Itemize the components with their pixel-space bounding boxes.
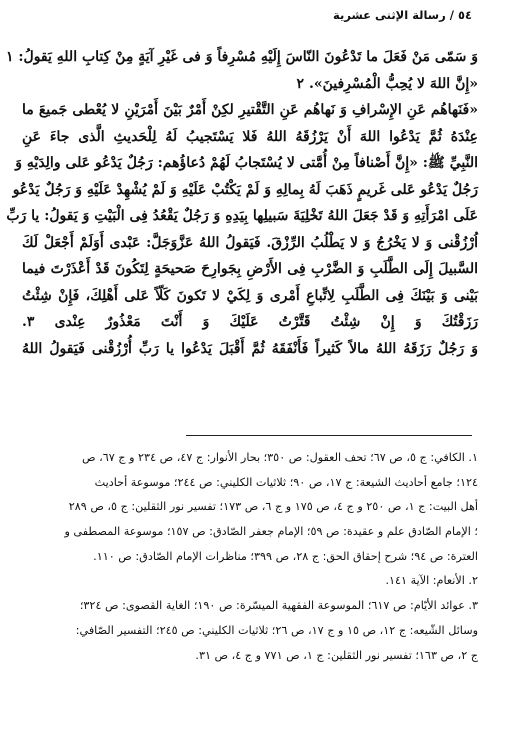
- footnote-line: ١. الكافي: ج ٥، ص ٦٧؛ تحف العقول: ص ٣٥٠؛ بحار الأنوار: ج ٤٧، ص ٢٣٤ و ج ٦٧، ص: [82, 451, 478, 464]
- running-header-text: ٥٤ / رسالة الإثنى عشرية: [333, 8, 472, 22]
- footnote-line: ٣. عوائد الأيّام: ص ٦١٧؛ الموسوعة الفقهية الميسّرة: ص ١٩٠؛ الغاية القصوى: ص ٣٢٤؛: [79, 599, 478, 613]
- running-header: [18, 8, 472, 22]
- footnote-line: ؛ الإمام الصّادق علم و عقيدة: ص ٥٩؛ الإمام جعفر الصّادق: ص ١٥٧؛ موسوعة المصطفى و: [64, 525, 478, 539]
- footnote-line: أهل البيت: ج ١، ص ٢٥٠ و ج ٤، ص ١٧٥ و ج ٦، ص ١٧٣؛ تفسير نور الثقلين: ج ٥، ص ٢٨٩: [68, 500, 478, 514]
- body-line: عَلَى امْرَأَتِهِ وَ قَدْ جَعَلَ اللهُ تَخْلِيَةَ سَبيلِها بِيَدِهِ وَ رَجُلٌ يَقْعُدُ فِى الْبَيْتِ وَ يَقولُ: يا رَبِّ: [6, 208, 478, 224]
- footnote-line: وسائل الشّيعه: ج ١٢، ص ١٥ و ج ١٧، ص ٢٦؛ ثلاثيات الكليني: ص ٢٤٥؛ التفسير الصّافي:: [75, 623, 478, 637]
- footnote-line: ٢. الأنعام: الآية ١٤١.: [385, 574, 478, 588]
- footnotes: [22, 446, 478, 668]
- body-line: السَّبيلَ إِلَى الطَّلَبِ وَ الضَّرْبِ فِى الأَرْضِ بِجَوارِحَ صَحيحَةٍ لِتَكُونَ قَدْ أَعْذَرْتَ فيما: [22, 261, 478, 277]
- footnote-line: ١٢٤؛ جامع أحاديث الشيعة: ج ١٧، ص ٩٠؛ ثلاثيات الكليني: ص ٢٤٤؛ موسوعة أحاديث: [94, 475, 478, 489]
- footnote-line: ج ٢، ص ١٦٣؛ تفسير نور الثقلين: ج ١، ص ٧٧١ و ج ٤، ص ٣١.: [195, 648, 478, 662]
- body-line: «فَنَهاهُم عَنِ الإِسْرافِ وَ نَهاهُم عَنِ التَّقْتيرِ لكِنْ أَمْرٌ بَيْنَ أَمْرَيْنِ لا يُعْطى جَميعَ ما: [22, 102, 478, 118]
- footnote-line: العترة: ص ٩٤؛ شرح إحقاق الحق: ج ٢٨، ص ٣٩٩؛ مناظرات الإمام الصّادق: ص ١١٠.: [93, 549, 478, 563]
- footnote-divider: [186, 435, 472, 436]
- body-line: «إِنَّ اللهَ لا يُحِبُّ الْمُسْرِفينَ». ٢: [296, 75, 478, 92]
- body-line: النَّبِيِّ ﷺ: «إِنَّ أَصْنافاً مِنْ أُمَّتى لا يُسْتَجابُ لَهُمْ دُعاؤُهم: رَجُلٌ يَدْعُو عَلى والِدَيْهِ وَ: [15, 155, 478, 171]
- body-line: اُرْزُقْنى وَ لا يَخْرُجُ وَ لا يَطْلُبُ الرِّزْقَ. فَيَقولُ اللهُ عَزَّوَجَلَّ: عَبْدى أَوَلَمْ أَجْعَلْ لَكَ: [22, 234, 478, 251]
- body-line: عِنْدَهُ ثُمَّ يَدْعُوا اللهَ أَنْ يَرْزُقَهُ اللهُ فَلا يَسْتَجيبُ لَهُ لِلْحَديثِ الَّذى جاءَ عَنِ: [22, 128, 478, 145]
- body-line: رَجُلٌ يَدْعُو عَلى غَريمٍ ذَهَبَ لَهُ بِمالِهِ وَ لَمْ يَكْتُبْ عَلَيْهِ وَ لَمْ يُشْهِدْ عَلَيْهِ وَ رَجُلٌ يَدْعُو: [12, 181, 478, 198]
- body-line: وَ سَمّى مَنْ فَعَلَ ما تَدْعُونَ النّاسَ إِلَيْهِ مُسْرِفاً وَ فى غَيْرِ آيَةٍ مِنْ كِتابِ اللهِ يَقولُ: ١: [5, 49, 478, 65]
- main-text: [5, 44, 478, 362]
- body-line: رَزَقْتُكَ وَ إِنْ شِئْتُ قَتَّرْتُ عَلَيْكَ وَ أَنْتَ مَعْذُورٌ عِنْدى ٣.: [22, 314, 478, 330]
- body-line: بَيْنى وَ بَيْنَكَ فِى الطَّلَبِ لِاتِّباعِ أَمْرى وَ لِكَيْ لا تَكونَ كَلّاً عَلى أَهْلِكَ، فَإِنْ شِئْتُ: [22, 287, 478, 304]
- body-line: وَ رَجُلٌ رَزَقَهُ اللهُ مالاً كَثيراً فَأَنْفَقَهُ ثُمَّ أَقْبَلَ يَدْعُوا يا رَبِّ أُرْزُقْنى فَيَقولُ اللهُ: [22, 340, 478, 357]
